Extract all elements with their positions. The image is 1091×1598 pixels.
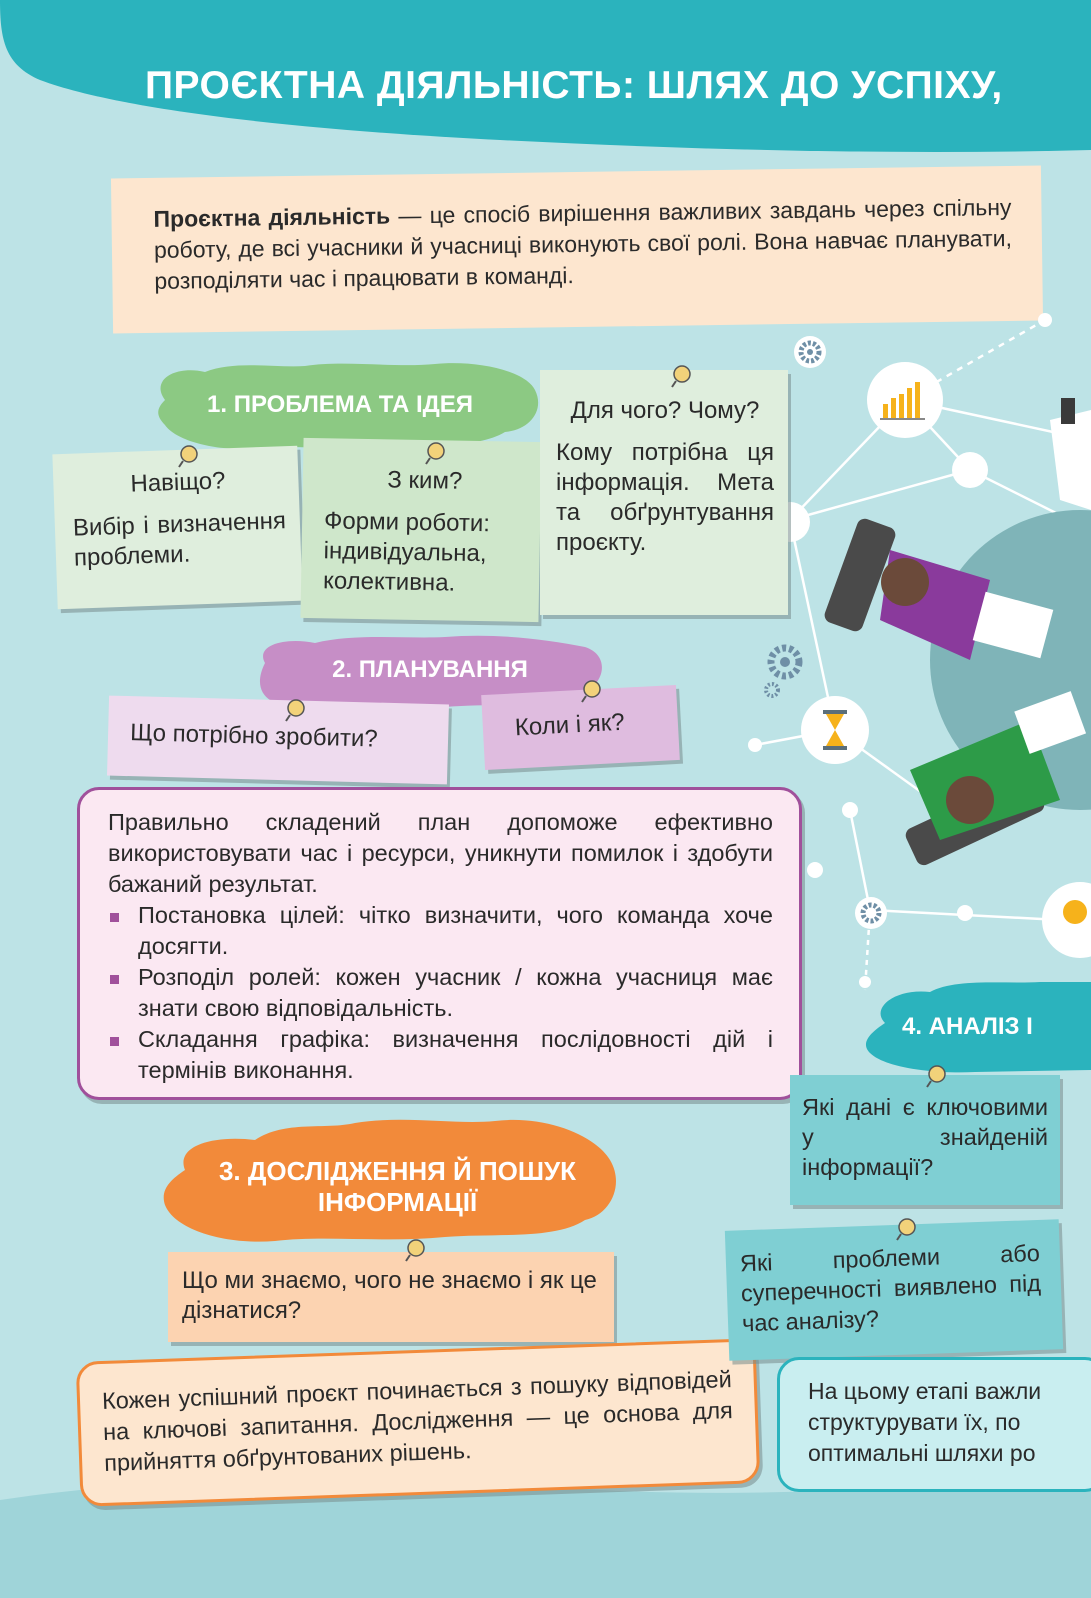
pushpin-icon	[580, 678, 606, 704]
research-info-box: Кожен успішний проєкт починається з пошуку відповідей на ключові запитання. Дослідження — це основа для прийняття обґрунтованих рішень.	[76, 1338, 761, 1507]
gear-icon	[855, 897, 887, 929]
section4-label: 4. АНАЛІЗ І	[902, 1013, 1033, 1040]
hourglass-icon	[801, 696, 869, 764]
bar-chart-icon	[867, 362, 943, 438]
section4-card-key-data: Які дані є ключовими у знайденій інформації?	[790, 1075, 1060, 1205]
pushpin-icon	[670, 363, 696, 389]
page-title: ПРОЄКТНА ДІЯЛЬНІСТЬ: ШЛЯХ ДО УСПІХУ,	[145, 64, 1003, 107]
section1-card-purpose: Для чого? Чому? Кому потрібна ця інформація. Мета та обґрунтування проєкту.	[540, 370, 788, 615]
planning-bullet: Розподіл ролей: кожен учасник / кожна учасниця має знати свою відповідальність.	[108, 962, 773, 1024]
pushpin-icon	[404, 1237, 430, 1263]
planning-info-box	[77, 787, 802, 1100]
planning-intro: Правильно складений план допоможе ефективно використовувати час і ресурси, уникнути помилок і здобути бажаний результат.	[108, 809, 773, 897]
pushpin-icon	[284, 697, 310, 723]
section2-label: 2. ПЛАНУВАННЯ	[332, 656, 528, 683]
intro-term: Проєктна діяльність	[153, 202, 391, 232]
gear-icon	[766, 648, 799, 696]
intro-text: — це спосіб вирішення важливих завдань через спільну роботу, де всі учасники й учасниці виконують свої ролі. Вона навчає планувати, розподіляти час і працювати в команді.	[153, 193, 1013, 294]
section2-card-what: Що потрібно зробити?	[107, 696, 449, 785]
analysis-info-box: На цьому етапі важли структурувати їх, по оптимальні шляхи ро	[777, 1357, 1091, 1492]
section1-label: 1. ПРОБЛЕМА ТА ІДЕЯ	[207, 391, 473, 418]
pushpin-icon	[177, 443, 203, 469]
section3-card-knowledge: Що ми знаємо, чого не знаємо і як це дізнатися?	[168, 1252, 614, 1342]
planning-bullet: Складання графіка: визначення послідовності дій і термінів виконання.	[108, 1024, 773, 1086]
pushpin-icon	[895, 1216, 921, 1242]
pushpin-icon	[925, 1063, 951, 1089]
section2-card-when: Коли і як?	[481, 685, 680, 770]
pushpin-icon	[424, 440, 450, 466]
lightbulb-icon	[1042, 882, 1091, 958]
planning-bullet: Постановка цілей: чітко визначити, чого команда хоче досягти.	[108, 900, 773, 962]
section1-card-with-whom: З ким? Форми роботи: індивідуальна, колективна.	[300, 438, 541, 622]
section3-label: 3. ДОСЛІДЖЕННЯ Й ПОШУК ІНФОРМАЦІЇ	[218, 1156, 577, 1217]
section1-card-why: Навіщо? Вибір і визначення проблеми.	[52, 446, 302, 609]
gear-icon	[794, 336, 826, 368]
section4-card-problems: Які проблеми або суперечності виявлено під час аналізу?	[725, 1219, 1063, 1361]
